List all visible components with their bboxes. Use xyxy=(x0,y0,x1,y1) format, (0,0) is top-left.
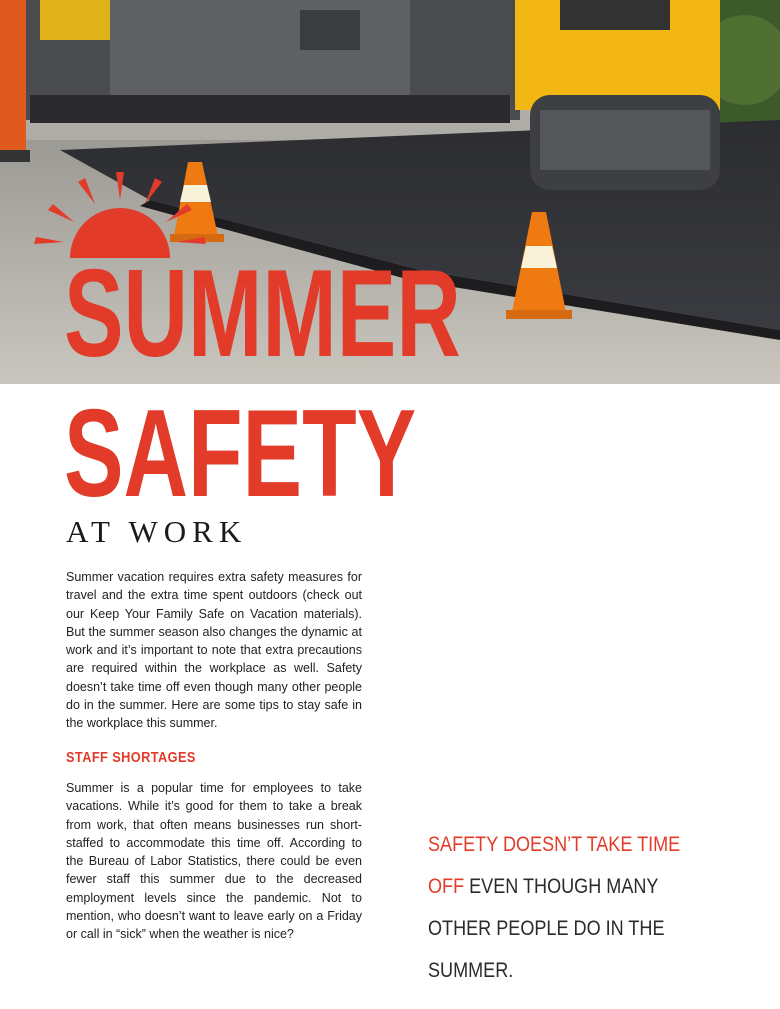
section-heading-staff-shortages: STAFF SHORTAGES xyxy=(66,748,196,766)
intro-paragraph: Summer vacation requires extra safety measures for travel and the extra time spent outdoors (check out our Keep Your Family Safe on Vacation materials). But the summer season also changes the dynamic at work and it’s important to note that extra precautions are required within the workplace as well. Safety doesn’t take time off even though many other people do in the summer. Here are some tips to stay safe in the workplace this summer. xyxy=(66,570,362,731)
worker xyxy=(0,0,30,162)
pull-quote-accent: SAFETY DOESN’T TAKE TIME OFF xyxy=(428,833,681,898)
pull-quote-rest: EVEN THOUGH MANY OTHER PEOPLE DO IN THE SUMMER. xyxy=(428,875,665,982)
paving-machine xyxy=(20,0,520,123)
title-summer: SUMMER xyxy=(64,245,461,383)
pull-quote xyxy=(428,824,686,992)
road-roller xyxy=(515,0,720,190)
title-safety: SAFETY xyxy=(64,385,417,523)
staff-shortages-paragraph: Summer is a popular time for employees to take vacations. While it’s good for them to take a break from work, that often means businesses run short-staffed to accommodate this time off. According to the Bureau of Labor Statistics, there could be even fewer staff this summer due to the decreased employment levels since the pandemic. Not to mention, who doesn’t want to leave early on a Friday or call in “sick” when the weather is nice? xyxy=(66,780,362,942)
body-column xyxy=(66,568,362,944)
subtitle-at-work: AT WORK xyxy=(66,514,248,549)
